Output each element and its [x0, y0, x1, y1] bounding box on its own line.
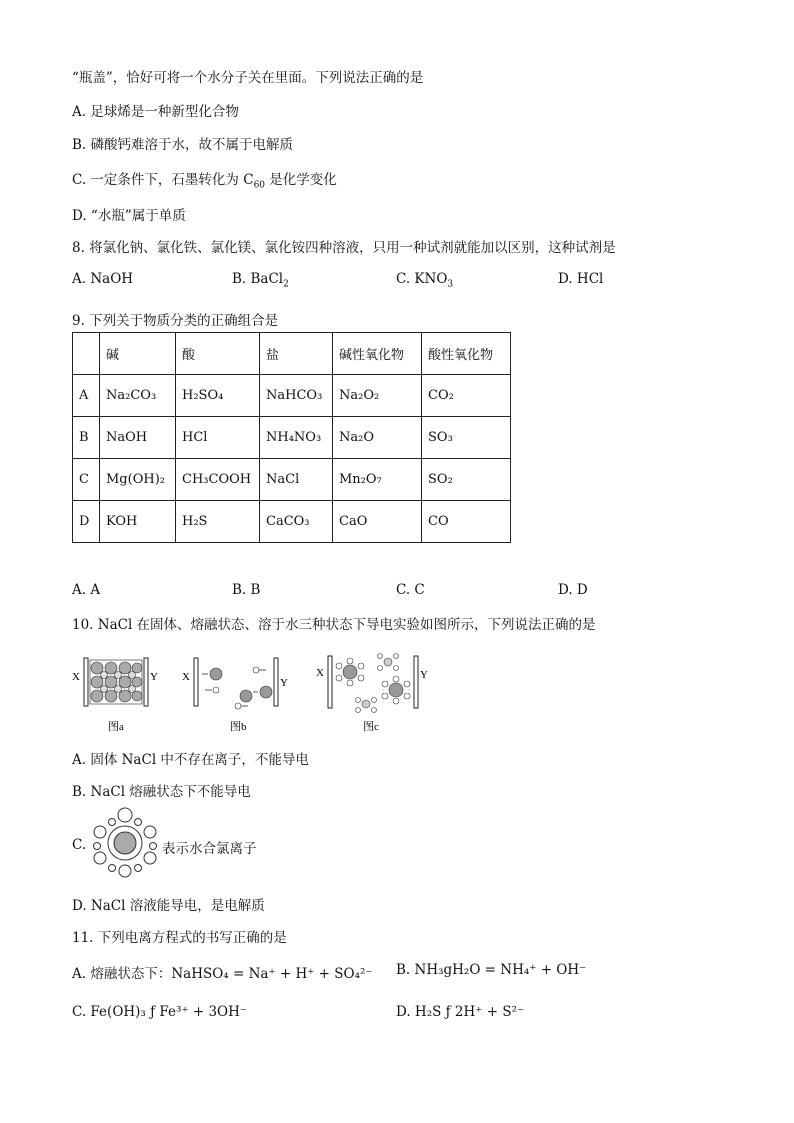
q7-option-b: B. 磷酸钙难溶于水，故不属于电解质 — [72, 137, 294, 153]
q8-stem: 8. 将氯化钠、氯化铁、氯化镁、氯化铵四种溶液，只用一种试剂就能加以区别，这种试剂是 — [72, 240, 616, 256]
q11-option-d: D. H₂S ƒ 2H⁺ + S²⁻ — [396, 1004, 525, 1020]
table-header-cell: 盐 — [260, 333, 333, 375]
q10-option-a: A. 固体 NaCl 中不存在离子，不能导电 — [72, 752, 309, 768]
figure-c-x-label: X — [316, 667, 324, 679]
q7-option-c-pre: C. 一定条件下，石墨转化为 C — [72, 172, 254, 188]
figure-b-x-label: X — [182, 671, 190, 683]
q11-stem: 11. 下列电离方程式的书写正确的是 — [72, 930, 287, 946]
figure-c-label: 图c — [363, 721, 379, 733]
q9-option-b: B. B — [232, 582, 261, 598]
question-7-stem-continuation: “瓶盖”，恰好可将一个水分子关在里面。下列说法正确的是 — [72, 70, 424, 86]
table-row — [73, 375, 511, 417]
table-cell: Mn₂O₇ — [333, 459, 422, 501]
q10-option-c-letter: C. — [72, 837, 87, 853]
table-cell: KOH — [100, 501, 176, 543]
table-cell: NaCl — [260, 459, 333, 501]
q10-option-b: B. NaCl 熔融状态下不能导电 — [72, 784, 251, 800]
table-cell: H₂S — [176, 501, 260, 543]
conductivity-figures — [70, 648, 440, 738]
figure-b-label: 图b — [230, 721, 247, 733]
table-cell: D — [73, 501, 100, 543]
table-header-cell: 酸性氧化物 — [422, 333, 511, 375]
q11-option-c: C. Fe(OH)₃ ƒ Fe³⁺ + 3OH⁻ — [72, 1004, 248, 1020]
table-row — [73, 417, 511, 459]
q7-option-d: D. “水瓶”属于单质 — [72, 208, 186, 224]
figure-a-y-label: Y — [150, 671, 158, 683]
figure-a-x-label: X — [72, 671, 80, 683]
figure-a-solid-nacl — [72, 658, 158, 733]
q8-option-b-sub: 2 — [283, 279, 289, 290]
q7-option-c-sub: 60 — [253, 180, 266, 191]
table-cell: A — [73, 375, 100, 417]
table-cell: CO — [422, 501, 511, 543]
q9-option-d: D. D — [558, 582, 588, 598]
q8-option-b — [232, 271, 289, 290]
figure-c-nacl-solution — [316, 654, 428, 734]
q8-option-c-text: C. KNO — [396, 271, 448, 287]
table-cell: HCl — [176, 417, 260, 459]
table-header-cell: 酸 — [176, 333, 260, 375]
table-cell: CO₂ — [422, 375, 511, 417]
q7-option-c — [72, 168, 337, 191]
table-cell: B — [73, 417, 100, 459]
q9-stem: 9. 下列关于物质分类的正确组合是 — [72, 313, 279, 329]
q7-option-c-post: 是化学变化 — [265, 172, 337, 188]
table-header-cell: 碱 — [100, 333, 176, 375]
figure-a-label: 图a — [108, 721, 124, 733]
q11-option-a: A. 熔融状态下：NaHSO₄ = Na⁺ + H⁺ + SO₄²⁻ — [72, 966, 373, 982]
table-cell: C — [73, 459, 100, 501]
table-row — [73, 501, 511, 543]
q10-option-d: D. NaCl 溶液能导电，是电解质 — [72, 898, 265, 914]
table-cell: H₂SO₄ — [176, 375, 260, 417]
table-row — [73, 459, 511, 501]
figure-b-molten-nacl — [182, 658, 288, 733]
q8-option-c — [396, 271, 453, 290]
table-header-cell — [73, 333, 100, 375]
hydrated-ion-diagram — [90, 806, 160, 878]
q10-stem: 10. NaCl 在固体、熔融状态、溶于水三种状态下导电实验如图所示，下列说法正确的是 — [72, 617, 596, 633]
table-cell: SO₃ — [422, 417, 511, 459]
q11-option-b: B. NH₃gH₂O = NH₄⁺ + OH⁻ — [396, 962, 587, 978]
table-cell: Na₂CO₃ — [100, 375, 176, 417]
table-cell: CH₃COOH — [176, 459, 260, 501]
q9-option-c: C. C — [396, 582, 425, 598]
q9-option-a: A. A — [72, 582, 101, 598]
table-cell: SO₂ — [422, 459, 511, 501]
q8-option-d: D. HCl — [558, 271, 604, 287]
figure-c-y-label: Y — [420, 669, 428, 681]
table-cell: NaHCO₃ — [260, 375, 333, 417]
table-cell: Mg(OH)₂ — [100, 459, 176, 501]
table-header-row — [73, 333, 511, 375]
table-cell: NH₄NO₃ — [260, 417, 333, 459]
table-cell: Na₂O — [333, 417, 422, 459]
q10-option-c-text: 表示水合氯离子 — [162, 841, 257, 857]
table-cell: Na₂O₂ — [333, 375, 422, 417]
table-cell: CaCO₃ — [260, 501, 333, 543]
classification-table — [72, 332, 511, 543]
q8-option-a: A. NaOH — [72, 271, 134, 287]
q8-option-b-text: B. BaCl — [232, 271, 284, 287]
table-cell: NaOH — [100, 417, 176, 459]
q7-option-a: A. 足球烯是一种新型化合物 — [72, 104, 239, 120]
figure-b-y-label: Y — [280, 677, 288, 689]
table-cell: CaO — [333, 501, 422, 543]
q8-option-c-sub: 3 — [447, 279, 454, 290]
table-header-cell: 碱性氧化物 — [333, 333, 422, 375]
